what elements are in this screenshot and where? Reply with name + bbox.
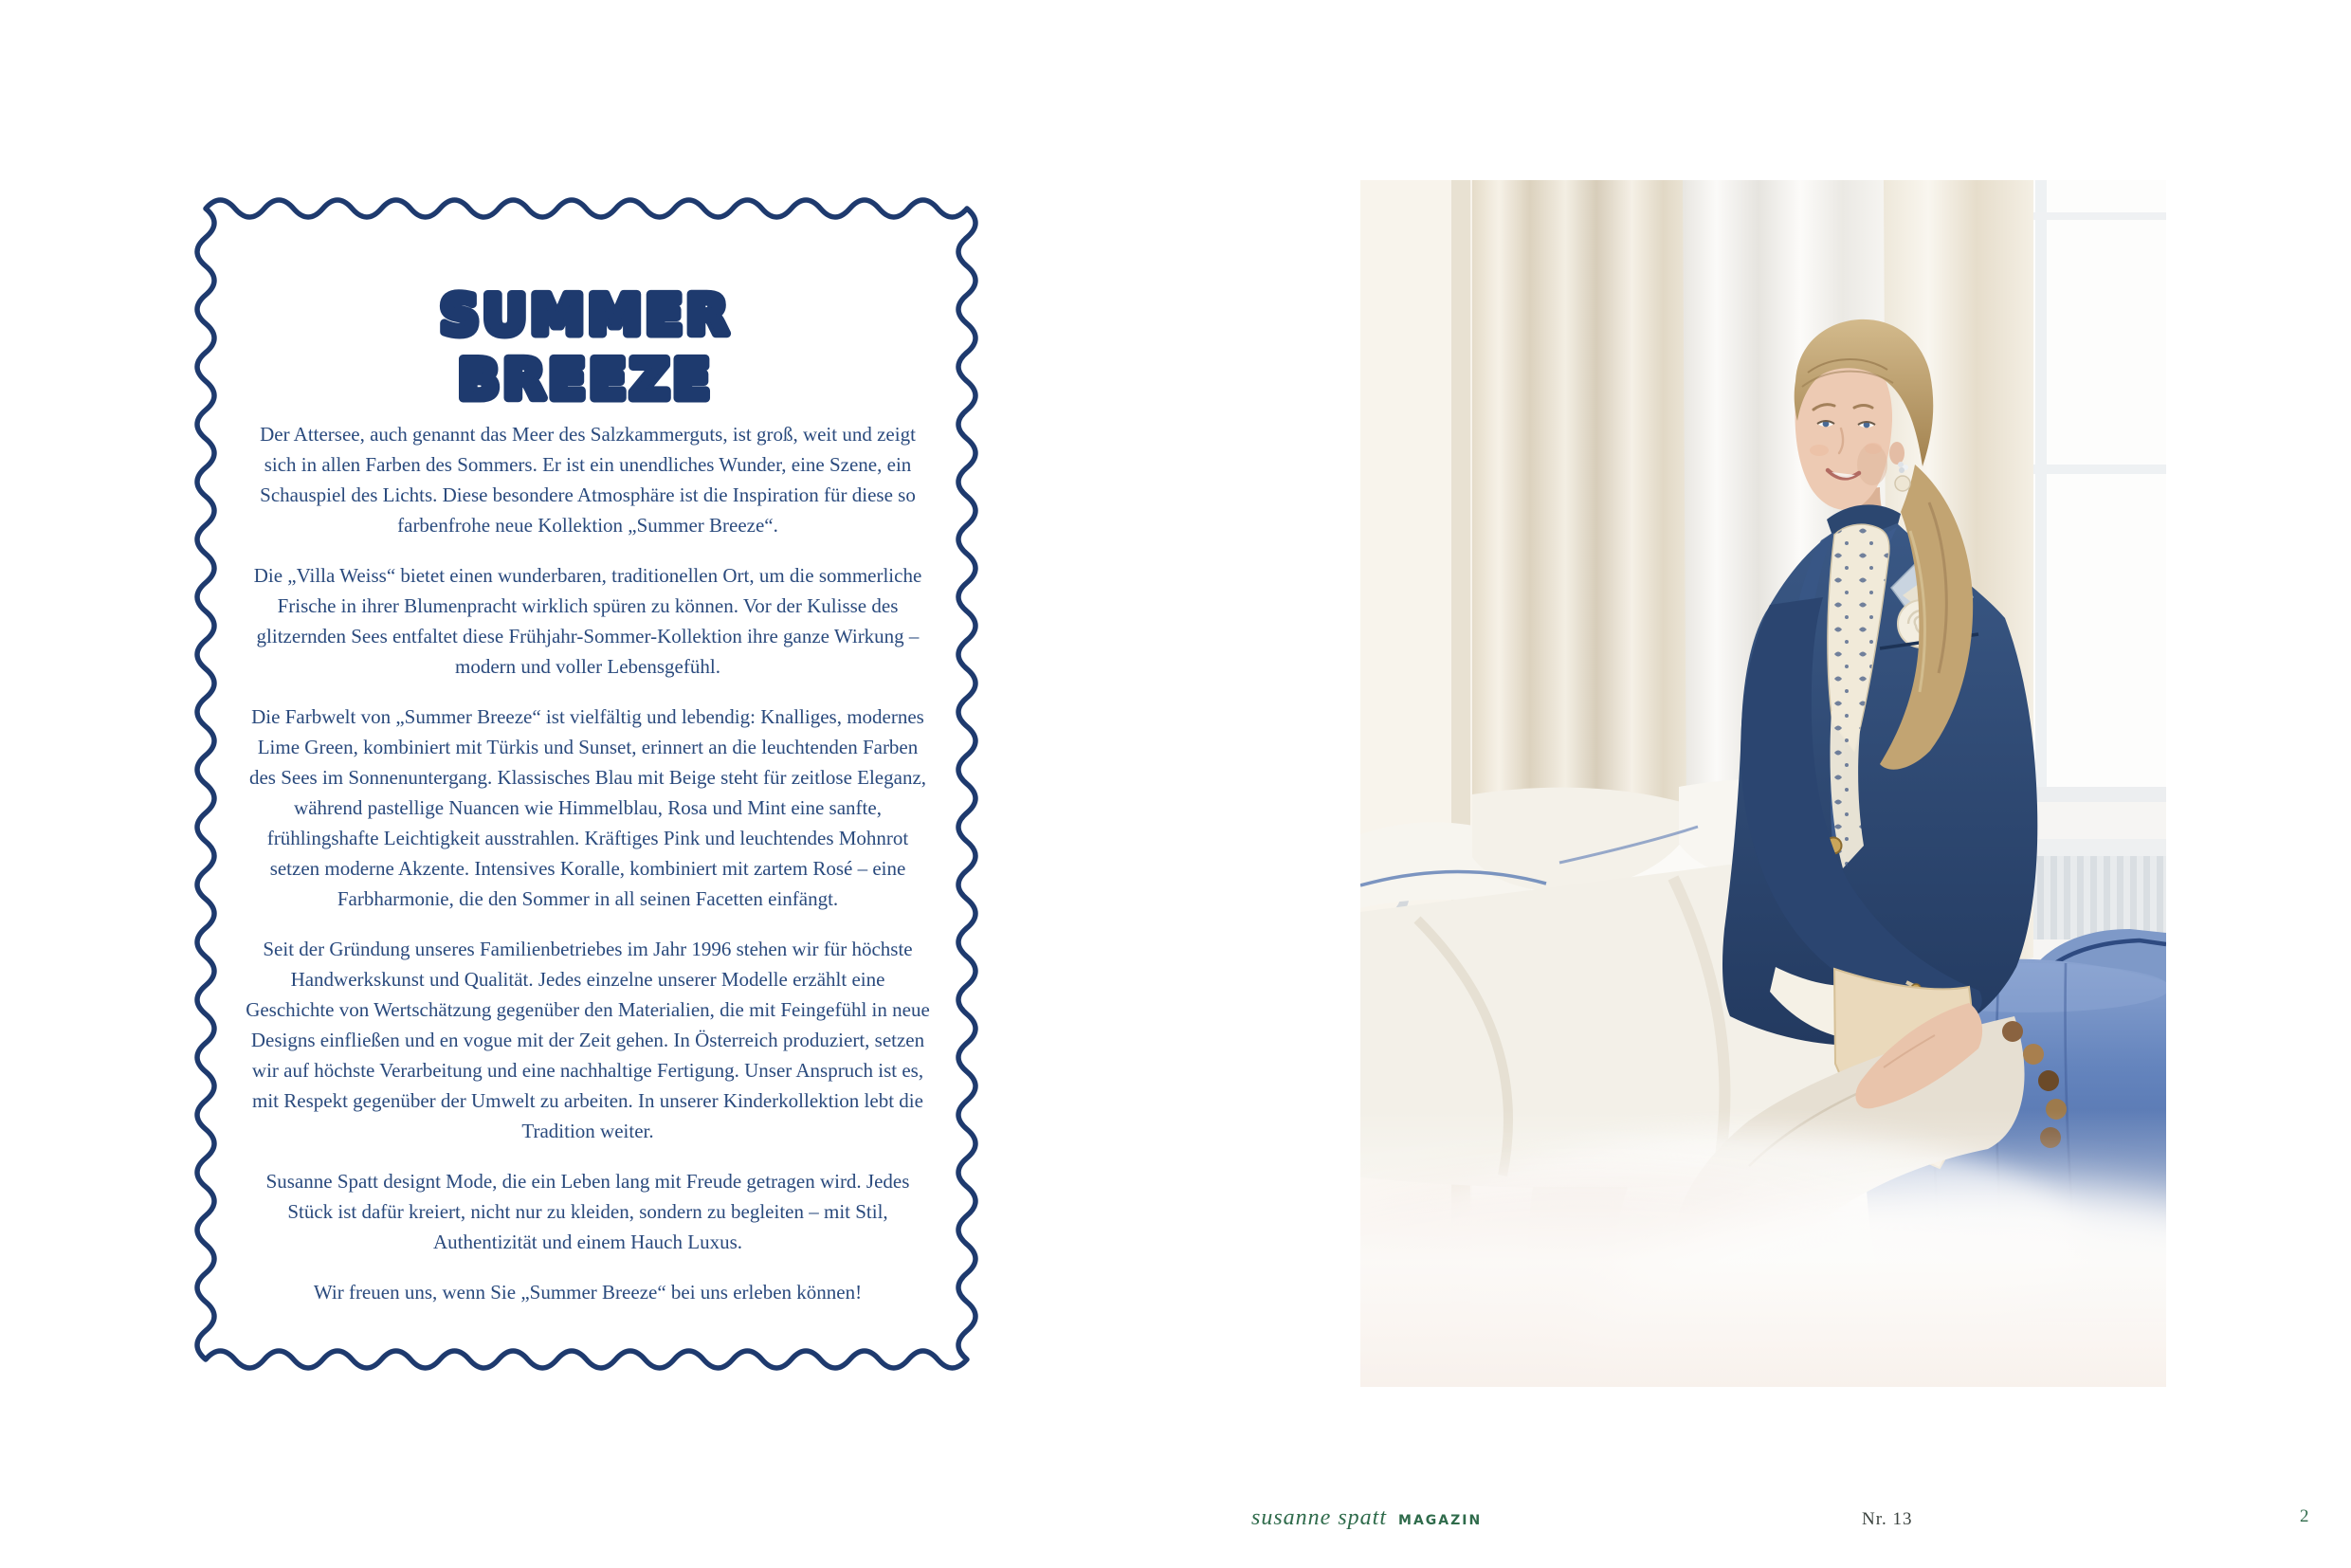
body-paragraph: Der Attersee, auch genannt das Meer des Salzkammerguts, ist groß, weit und zeigt sich in allen Farben des Sommers. Er ist ein unendliches Wunder, eine Szene, ein Schauspiel des Lichts. Diese besondere Atmosphäre ist die Inspiration für diese so farbenfrohe neue Kollektion „Summer Breeze“. (260, 423, 916, 537)
intro-text (245, 419, 931, 1327)
body-paragraph: Die Farbwelt von „Summer Breeze“ ist vielfältig und lebendig: Knalliges, modernes Lime Green, kombiniert mit Türkis und Sunset, erinnert an die leuchtenden Farben des Sees im Sonnenuntergang. Klassisches Blau mit Beige steht für zeitlose Eleganz, während pastellige Nuancen wie Himmelblau, Rosa und Mint eine sanfte, frühlingshafte Leichtigkeit ausstrahlen. Kräftiges Pink und leuchtendes Mohnrot setzen moderne Akzente. Intensives Koralle, kombiniert mit zartem Rosé – eine Farbharmonie, die den Sommer in all seinen Facetten einfängt. (248, 705, 927, 910)
page-title-line2: BREEZE (458, 349, 714, 411)
issue-number: Nr. 13 (1862, 1509, 1913, 1529)
body-paragraph: Susanne Spatt designt Mode, die ein Leben lang mit Freude getragen wird. Jedes Stück ist dafür kreiert, nicht nur zu kleiden, sondern zu begleiten – mit Stil, Authentizität und einem Hauch Luxus. (265, 1170, 910, 1253)
page-number: 2 (2300, 1506, 2309, 1526)
body-paragraph: Seit der Gründung unseres Familienbetriebes im Jahr 1996 stehen wir für höchste Handwerkskunst und Qualität. Jedes einzelne unserer Modelle erzählt eine Geschichte von Wertschätzung gegenüber den Materialien, die mit Feingefühl in neue Designs einfließen und en vogue mit der Zeit gehen. In Österreich produziert, setzen wir auf höchste Verarbeitung und eine nachhaltige Fertigung. Unser Anspruch ist es, mit Respekt gegenüber der Umwelt zu arbeiten. In unserer Kinderkollektion lebt die Tradition weiter. (246, 938, 930, 1142)
page-title-line1: SUMMER (440, 284, 732, 347)
ear (1889, 442, 1904, 465)
brand-logo-magazin: MAGAZIN (1398, 1513, 1483, 1528)
radiator (2016, 839, 2166, 939)
photo-illustration (1360, 180, 2166, 1387)
body-paragraph: Die „Villa Weiss“ bietet einen wunderbaren, traditionellen Ort, um die sommerliche Frische in ihrer Blumenpracht wirklich spüren zu können. Vor der Kulisse des glitzernden Sees entfaltet diese Frühjahr-Sommer-Kollektion ihre ganze Wirkung – modern und voller Lebensgefühl. (253, 564, 922, 678)
body-paragraph: Wir freuen uns, wenn Sie „Summer Breeze“ bei uns erleben können! (313, 1281, 863, 1304)
brand-logo (1251, 1505, 1482, 1531)
portrait-photo (1360, 180, 2166, 1387)
foreground-blur (1360, 1109, 2166, 1387)
page-title (193, 273, 979, 434)
brand-logo-script: susanne spatt (1251, 1505, 1388, 1530)
